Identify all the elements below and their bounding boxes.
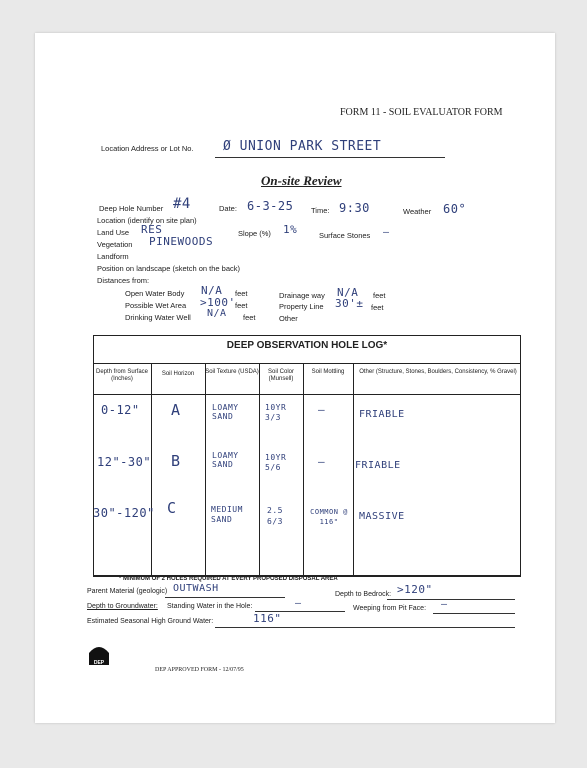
col-divider (151, 363, 152, 575)
drainage-feet: feet (373, 291, 386, 300)
log-title: DEEP OBSERVATION HOLE LOG* (226, 340, 388, 351)
vegetation-label: Vegetation (97, 240, 133, 249)
drinking-well-label: Drinking Water Well (125, 313, 191, 322)
dep-logo-text: DEP (93, 660, 105, 666)
vegetation-value: PINEWOODS (149, 235, 214, 248)
groundwater-label: Depth to Groundwater: (87, 603, 158, 610)
wet-area-feet: feet (235, 301, 248, 310)
surface-stones-label: Surface Stones (319, 231, 371, 240)
property-line-label: Property Line (279, 302, 324, 311)
parent-material-value: OUTWASH (173, 583, 219, 594)
weather-label: Weather (403, 207, 432, 216)
col-header-other: Other (Structure, Stones, Boulders, Consistency, % Gravel) (359, 369, 517, 375)
table-header-bottom-line (93, 394, 521, 395)
parent-material-label: Parent Material (geologic) (87, 588, 168, 595)
land-use-value: RES (141, 223, 163, 236)
row3-other: MASSIVE (359, 511, 405, 522)
row3-horizon: C (167, 499, 177, 517)
standing-water-label: Standing Water in the Hole: (167, 603, 253, 610)
seasonal-value: 116" (253, 612, 282, 625)
position-label: Position on landscape (sketch on the back) (97, 264, 241, 273)
open-water-value: N/A (201, 284, 223, 297)
row3-depth: 30"-120" (93, 506, 155, 520)
time-label: Time: (311, 206, 330, 215)
col-header-horizon: Soil Horizon (161, 371, 195, 377)
col-divider (205, 363, 206, 575)
section-title: On-site Review (261, 173, 342, 188)
bedrock-underline (387, 599, 515, 600)
row2-other: FRIABLE (355, 460, 401, 471)
col-divider (259, 363, 260, 575)
col-header-texture: Soil Texture (USDA) (205, 369, 259, 375)
standing-water-value: — (295, 598, 302, 609)
surface-stones-value: — (383, 227, 390, 238)
row2-mottling: — (318, 455, 326, 468)
col-header-color: Soil Color (Munsell) (267, 369, 294, 382)
weeping-underline (433, 613, 515, 614)
row2-depth: 12"-30" (97, 455, 152, 469)
location-underline (215, 157, 445, 158)
slope-value: 1% (283, 223, 298, 236)
row2-horizon: B (171, 452, 181, 470)
drainage-label: Drainage way (279, 291, 325, 300)
weeping-value: — (441, 599, 448, 610)
deep-hole-value: #4 (173, 196, 191, 212)
property-line-value: 30'± (335, 297, 364, 310)
property-line-feet: feet (371, 303, 384, 312)
row1-other: FRIABLE (359, 409, 405, 420)
table-header-top-line (93, 363, 521, 364)
date-label: Date: (219, 204, 237, 213)
location-identify-label: Location (identify on site plan) (97, 216, 197, 225)
form-page (35, 33, 555, 723)
drainage-value: N/A (337, 286, 359, 299)
drinking-well-feet: feet (243, 313, 256, 322)
distances-label: Distances from: (97, 276, 150, 285)
location-label: Location Address or Lot No. (101, 144, 194, 153)
row3-mottling: COMMON @ 116" (310, 508, 348, 526)
bedrock-label: Depth to Bedrock: (335, 591, 392, 598)
row1-horizon: A (171, 401, 181, 419)
col-header-mottling: Soil Mottling (311, 369, 345, 375)
seasonal-label: Estimated Seasonal High Ground Water: (87, 618, 214, 625)
date-value: 6-3-25 (247, 199, 294, 213)
landform-label: Landform (97, 252, 129, 261)
weather-value: 60° (443, 202, 467, 216)
row2-color: 10YR 5/6 (265, 453, 287, 472)
land-use-label: Land Use (97, 228, 130, 237)
open-water-feet: feet (235, 289, 248, 298)
col-divider (303, 363, 304, 575)
col-divider (353, 363, 354, 575)
location-value: Ø UNION PARK STREET (223, 139, 382, 154)
footnote: * MINIMUM OF 2 HOLES REQUIRED AT EVERY PROPOSED DISPOSAL AREA (119, 576, 338, 582)
row1-texture: LOAMY SAND (212, 403, 239, 421)
approved-label: DEP APPROVED FORM - 12/07/95 (155, 667, 244, 673)
bedrock-value: >120" (397, 583, 433, 596)
slope-label: Slope (%) (238, 229, 271, 238)
row1-mottling: — (318, 403, 326, 416)
weeping-label: Weeping from Pit Face: (353, 605, 427, 612)
row1-depth: 0-12" (101, 403, 140, 417)
time-value: 9:30 (339, 201, 370, 215)
parent-material-underline (165, 597, 285, 598)
row1-color: 10YR 3/3 (265, 403, 287, 422)
row3-texture: MEDIUM SAND (211, 505, 243, 524)
drinking-well-value: N/A (207, 308, 227, 319)
open-water-label: Open Water Body (125, 289, 185, 298)
dep-logo (87, 641, 111, 667)
form-title: FORM 11 - SOIL EVALUATOR FORM (340, 107, 503, 118)
col-header-depth: Depth from Surface (Inches) (95, 369, 149, 382)
row3-color: 2.5 6/3 (267, 506, 283, 526)
deep-hole-label: Deep Hole Number (99, 204, 164, 213)
wet-area-label: Possible Wet Area (125, 301, 187, 310)
row2-texture: LOAMY SAND (212, 451, 239, 469)
wet-area-value: >100' (200, 296, 236, 309)
other-label: Other (279, 314, 298, 323)
seasonal-underline (215, 627, 515, 628)
